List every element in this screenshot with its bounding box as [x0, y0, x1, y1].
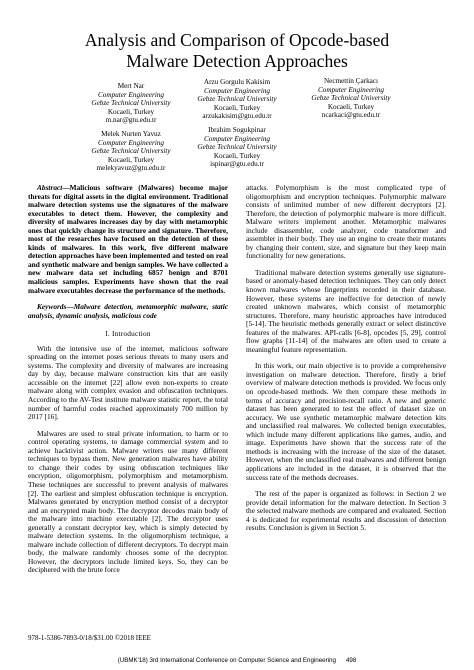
keywords-body: —Malware detection, metamorphic malware, static analysis, dynamic analysis, malicious code	[28, 302, 228, 320]
author-role: Computer Engineering	[317, 85, 385, 94]
paragraph: Traditional malware detection systems generally use signature-based or anomaly-based detection techniques. They can only detect known malwares whose fingerprints recorded in their database. However, these systems are ineffective for detection of newly created unknown malwares, which consist of metamorphic structures. Therefore, many heuristic approaches have introduced [5-14]. The heuristic methods generally extract or select distinctive features of the malwares. API-calls [6-8], opcodes [5, 29], control flow graphs [11-14] of the malwares are often used to create a meaningful feature representation.	[246, 267, 446, 354]
author-org: Gebze Technical University	[197, 143, 277, 152]
author-email: ncarkaci@gtu.edu.tr	[321, 111, 381, 120]
copyright-notice: 978-1-5386-7893-0/18/$31.00 ©2018 IEEE	[28, 634, 151, 642]
author-block-3	[296, 77, 406, 120]
keywords	[28, 303, 228, 320]
keywords-lead: Keywords	[37, 302, 67, 312]
author-name: Melek Nurten Yavuz	[101, 130, 161, 138]
right-column	[246, 184, 446, 533]
author-org: Gebze Technical University	[197, 95, 277, 104]
footer-conference: (UBMK'18) 3rd International Conference on Computer Science and Engineering	[117, 657, 336, 664]
paragraph: The rest of the paper is organized as follows: in Section 2 we provide detail information for the malware detection. In Section 3 the selected malware methods are compared and evaluated. Section 4 is dedicated for experimental results and discussion of detection results. Conclusion is given in Section 5.	[246, 489, 446, 533]
author-role: Computer Engineering	[203, 86, 271, 95]
author-name: Mert Nar	[117, 82, 145, 90]
title-line-2: Malware Detection Approaches	[126, 51, 348, 71]
paragraph: In this work, our main objective is to provide a comprehensive investigation on malware detection. Therefore, firstly a brief overview of malware detection methods is provided. We focus only on opcode-based methods. We then compare these methods in terms of accuracy and precision-recall ratio. A new and generic dataset has been generated to test the effect of dataset size on accuracy. We use synthetic metamorphic malware detection kits and unclassified real malwares. We collected benign executables, which include many different applications like games, audio, and image. Experiments have shown that the success rate of the methods is increasing with the increase of the size of the dataset. However, when the unclassified real malwares and different benign applications are included in the dataset, it is observed that the success rate of the methods decreases.	[246, 361, 446, 482]
abstract-body: —Malicious software (Malwares) become major threats for digital assets in the digital environment. Traditional malware detection systems use the signatures of the malware executables to detect them. However, the complexity and diversity of malwares increases day by day with metamorphic ones that quickly change its structure and signature. Therefore, most of the researches have focused on the detection of these kinds of malwares. In this work, five different malware detection approaches have been implemented and tested on real and synthetic malware and benign samples. We have collected a new malware data set including 6857 benign and 8701 malicious samples. Experiments have shown that the real malware executables decrease the performance of the methods.	[28, 183, 228, 295]
author-org: Gebze Technical University	[91, 99, 171, 108]
author-email: m.nar@gtu.edu.tr	[105, 116, 157, 125]
author-name: Ibrahim Sogukpinar	[208, 126, 266, 134]
title-line-1: Analysis and Comparison of Opcode-based	[84, 30, 390, 50]
left-column	[28, 184, 228, 575]
author-role: Computer Engineering	[97, 138, 165, 147]
section-heading-introduction: I. Introduction	[105, 329, 151, 339]
paragraph: Malwares are used to steal private information, to harm or to control operating systems, to damage commercial system and to achieve hacktivist action. Malware writers use many different techniques to bypass them. New generation malwares have ability to change their codes by using obfuscation techniques like encryption, oligomorphism, polymorphism and metamorphism. These techniques are successful to prevent analysis of malwares [2]. The earliest and simplest obfuscation technique is encryption. Malwares generated by encryption method consist of a decryptor and an encrypted main body. The decryptor decodes main body of the malware into machine executable [2]. The decryptor uses generally a constant decryptor key, which is simply detected by malware detection systems. In the oligomorphism technique, a malware include collection of different decryptors. To decrypt main body, the malware randomly chooses some of the decryptor. However, the decryptors include limited keys. So, they can be deciphered with the brute force	[28, 428, 228, 575]
paragraph: attacks. Polymorphism is the most complicated type of oligomorphism and encryption techniques. Polymorphic malware consists of unlimited number of new different decryptors [2]. Therefore, the detection of polymorphic malware is more difficult. Malware writers implement another. Metamorphic malwares include disassembler, code analyzer, code transformer and assembler in their body. They use an engine to create their mutants by changing their content, size, and signature but they keep main functionality for new generations.	[246, 183, 446, 261]
abstract-lead: Abstract	[37, 183, 63, 192]
author-name: Arzu Gorgulu Kakisim	[203, 78, 271, 86]
author-org: Gebze Technical University	[91, 147, 171, 156]
author-city: Kocaeli, Turkey	[107, 107, 155, 116]
author-block-5	[182, 126, 292, 169]
author-role: Computer Engineering	[97, 90, 165, 99]
author-name: Necmettin Çarkacı	[323, 77, 379, 85]
author-city: Kocaeli, Turkey	[327, 102, 375, 111]
author-city: Kocaeli, Turkey	[107, 155, 155, 164]
author-org: Gebze Technical University	[311, 94, 391, 103]
paper-title	[20, 30, 454, 72]
paragraph: With the intensive use of the internet, malicious software spreading on the internet poses serious threats to many users and systems. The complexity and diversity of malwares are increasing day by day, because malware construction kits that are easily accessible on the internet [22] allow even non-experts to create malware along with complex evasion and obfuscation techniques. According to the AV-Test institute malware statistic report, the total number of harmful codes reached approximately 700 million by 2017 [16].	[28, 343, 228, 422]
page-footer	[0, 657, 474, 664]
author-email: melekyavuz@gtu.edu.tr	[96, 164, 166, 173]
author-city: Kocaeli, Turkey	[213, 151, 261, 160]
author-role: Computer Engineering	[203, 134, 271, 143]
author-block-1	[76, 82, 186, 125]
abstract	[28, 184, 228, 295]
author-email: arzukakisim@gtu.edu.tr	[202, 112, 272, 121]
footer-page-number: 498	[345, 657, 357, 664]
author-block-4	[76, 130, 186, 173]
author-email: ispinar@gtu.edu.tr	[210, 160, 264, 169]
author-block-2	[182, 78, 292, 121]
author-city: Kocaeli, Turkey	[213, 103, 261, 112]
